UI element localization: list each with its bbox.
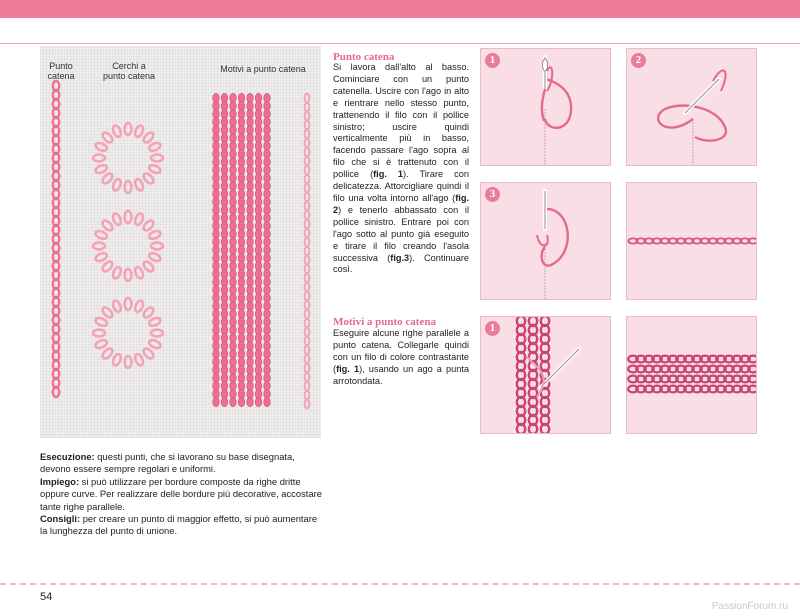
circle-chain-stitch (148, 164, 162, 175)
circle-chain-stitch (142, 172, 155, 185)
right-chain-stitch (305, 283, 310, 292)
circle-chain-stitch (142, 260, 155, 273)
section1-text-d: ). Continuare così. (333, 252, 469, 275)
right-chain-stitch (305, 184, 310, 193)
right-chain-stitch (305, 139, 310, 148)
circle-chain-stitch (151, 330, 163, 337)
consigli-label: Consigli: (40, 513, 81, 525)
right-chain-stitch (305, 346, 310, 355)
circle-chain-stitch (125, 356, 132, 368)
circle-chain-stitch (94, 229, 108, 240)
impiego-label: Impiego: (40, 475, 80, 487)
right-chain-stitch (305, 256, 310, 265)
right-chain-stitch (305, 274, 310, 283)
circle-chain-stitch (142, 347, 155, 360)
circle-chain-stitch (151, 155, 163, 162)
figure-1-number: 1 (485, 53, 500, 68)
circle-chain-stitch (142, 131, 155, 144)
circle-chain-stitch (93, 243, 105, 250)
circle-chain-stitch (125, 123, 132, 135)
circle-chain-stitch (148, 252, 162, 263)
top-divider (0, 43, 800, 44)
right-chain-stitch (305, 310, 310, 319)
figure-3 (480, 182, 611, 300)
circle-chain-stitch (134, 353, 145, 367)
section1-text-c: ) e tenerlo abbassato con il pollice sinistro. Entrare poi con l'ago sotto al punto già eseguito e tirare il filo creando l'asola successiva ( (333, 204, 469, 263)
circle-chain-stitch (148, 316, 162, 327)
usage-notes (40, 451, 323, 538)
esecuzione-text: questi punti, che si lavorano su base disegnata, devono essere sempre regolari e uniformi. (40, 451, 295, 475)
right-chain-stitch (305, 319, 310, 328)
label-punto-catena: Punto catena (47, 61, 75, 81)
page-number: 54 (40, 591, 53, 603)
circle-chain-stitch (111, 353, 122, 367)
circle-chain-stitch (94, 164, 108, 175)
right-chain-stitch (305, 355, 310, 364)
right-chain-stitch (305, 400, 310, 409)
top-pink-band (0, 0, 800, 18)
motif-stitch (221, 397, 227, 406)
circle-chain-stitch (101, 347, 114, 360)
circle-chain-stitch (134, 299, 145, 313)
esecuzione-label: Esecuzione: (40, 451, 95, 462)
right-chain-stitch (305, 220, 310, 229)
circle-chain-stitch (134, 266, 145, 280)
section1-fig2-ref: fig. 2 (333, 192, 469, 215)
section2-fig1-ref: fig. 1 (336, 363, 360, 374)
circle-chain-stitch (148, 141, 162, 152)
circle-chain-stitch (111, 299, 122, 313)
figure-1-drawing (481, 49, 611, 166)
impiego-text: si può utilizzare per bordure composte da righe dritte oppure curve. Per realizzare delle bordure più decorative, accostare tante righe parallele. (40, 475, 322, 512)
figure-1 (480, 48, 611, 166)
figure-5 (480, 316, 611, 434)
circle-chain-stitch (125, 181, 132, 193)
circle-chain-stitch (101, 172, 114, 185)
right-chain-stitch (305, 229, 310, 238)
right-chain-stitch (305, 112, 310, 121)
right-chain-stitch (305, 211, 310, 220)
right-chain-stitch (305, 148, 310, 157)
right-chain-stitch (305, 247, 310, 256)
bottom-dashed-rule (0, 583, 800, 585)
right-chain-stitch (305, 202, 310, 211)
circle-chain-stitch (93, 155, 105, 162)
right-chain-stitch (305, 157, 310, 166)
circle-chain-stitch (125, 298, 132, 310)
circle-chain-stitch (125, 211, 132, 223)
circle-chain-stitch (93, 330, 105, 337)
circle-chain-stitch (151, 243, 163, 250)
section2-body (333, 328, 469, 388)
section1-title: Punto catena (333, 51, 395, 63)
right-chain-stitch (305, 337, 310, 346)
right-chain-stitch (305, 103, 310, 112)
section1-body (333, 62, 469, 276)
circle-chain-stitch (101, 306, 114, 319)
right-chain-stitch (305, 301, 310, 310)
figure-4-drawing (627, 183, 757, 300)
circle-chain-stitch (125, 269, 132, 281)
motif-stitch (230, 397, 236, 406)
watermark: PassionForum.ru (711, 601, 788, 612)
circle-chain-stitch (134, 212, 145, 226)
section2-text-b: ), usando un ago a punta arrotondata. (333, 363, 469, 386)
right-chain-stitch (305, 382, 310, 391)
circle-chain-stitch (111, 124, 122, 138)
figure-6-drawing (627, 317, 757, 434)
section1-fig3-ref: fig.3 (390, 252, 410, 263)
circle-chain-stitch (111, 178, 122, 192)
circle-chain-stitch (134, 124, 145, 138)
figure-5-drawing (481, 317, 611, 434)
figure-2-drawing (627, 49, 757, 166)
figure-2-number: 2 (631, 53, 646, 68)
circle-chain-stitch (142, 219, 155, 232)
figure-3-drawing (481, 183, 611, 300)
circle-chain-stitch (111, 212, 122, 226)
figure-4-chain-row (626, 182, 757, 300)
right-chain-stitch (305, 292, 310, 301)
circle-chain-stitch (142, 306, 155, 319)
motif-stitch (264, 397, 270, 406)
right-chain-stitch (305, 265, 310, 274)
motif-stitch (247, 397, 253, 406)
circle-chain-stitch (111, 266, 122, 280)
section2-title: Motivi a punto catena (333, 316, 436, 328)
figure-5-number: 1 (485, 321, 500, 336)
circle-chain-stitch (134, 178, 145, 192)
figure-6-band (626, 316, 757, 434)
motif-stitch (238, 397, 244, 406)
motif-stitch (255, 397, 261, 406)
figure-2 (626, 48, 757, 166)
circle-chain-stitch (148, 229, 162, 240)
right-chain-stitch (305, 364, 310, 373)
circle-chain-stitch (101, 219, 114, 232)
motif-stitch (213, 397, 219, 406)
right-chain-stitch (305, 391, 310, 400)
section2-text-a: Eseguire alcune righe parallele a punto catena. Collegarle quindi con un filo di colore contrastante ( (333, 328, 469, 374)
label-cerchi: Cerchi a punto catena (102, 61, 156, 81)
circle-chain-stitch (101, 260, 114, 273)
right-chain-stitch (305, 94, 310, 103)
right-chain-stitch (305, 121, 310, 130)
circle-chain-stitch (94, 316, 108, 327)
circle-chain-stitch (94, 339, 108, 350)
section1-text-b: ). Tirare con delicatezza. Attorcigliare quindi il filo una volta intorno all'ago ( (333, 169, 469, 203)
right-chain-stitch (305, 373, 310, 382)
circle-chain-stitch (101, 131, 114, 144)
figure-3-number: 3 (485, 187, 500, 202)
label-motivi: Motivi a punto catena (220, 64, 306, 74)
right-chain-stitch (305, 238, 310, 247)
embroidery-drawing (40, 46, 321, 438)
circle-chain-stitch (94, 252, 108, 263)
section1-text-a: Si lavora dall'alto al basso. Cominciare con un punto catenella. Uscire con l'ago in alto e rientrare nello stesso punto, trattenendo il filo con il pollice sinistro; uscire quindi verticalmente più in basso, facendo passare l'ago sopra al filo che si è trattenuto con il pollice ( (333, 62, 469, 180)
circle-chain-stitch (148, 339, 162, 350)
right-chain-stitch (305, 130, 310, 139)
section1-fig1-ref: fig. 1 (373, 169, 404, 180)
circle-chain-stitch (94, 141, 108, 152)
right-chain-stitch (305, 328, 310, 337)
right-chain-stitch (305, 193, 310, 202)
right-chain-stitch (305, 166, 310, 175)
right-chain-stitch (305, 175, 310, 184)
embroidery-photo (40, 46, 321, 438)
consigli-text: per creare un punto di maggior effetto, si può aumentare la lunghezza del punto di unione. (40, 513, 318, 537)
